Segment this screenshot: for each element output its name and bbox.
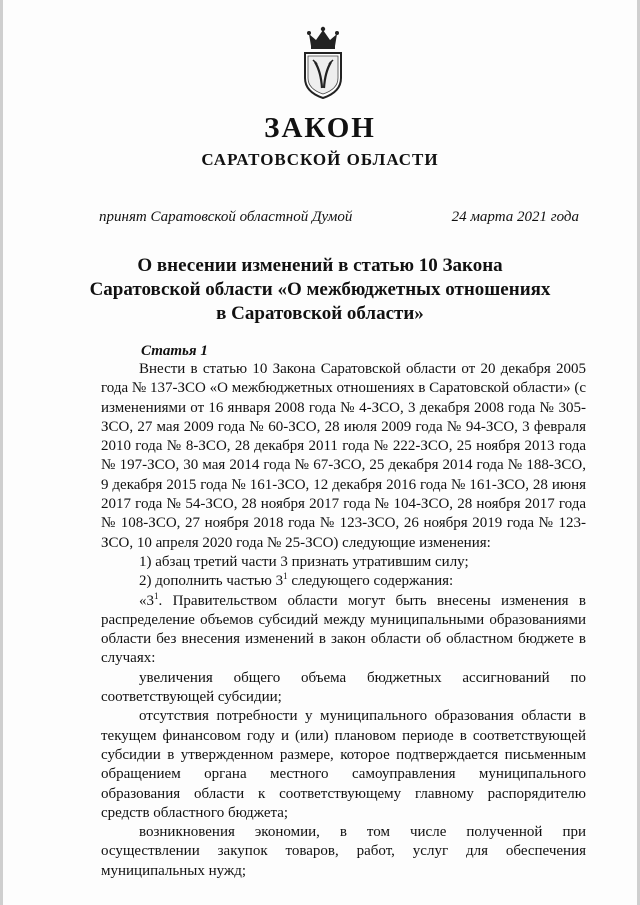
case-paragraph: возникновения экономии, в том числе полученной при осуществлении закупок товаров, работ, услуг для обеспечения муниципальных нужд; <box>101 824 586 879</box>
law-heading <box>63 254 577 326</box>
adopted-by: принят Саратовской областной Думой <box>99 209 353 225</box>
document-title: ЗАКОН <box>264 112 376 144</box>
document-subtitle: САРАТОВСКОЙ ОБЛАСТИ <box>201 150 439 169</box>
superscript: 1 <box>154 590 159 601</box>
article-title: Статья 1 <box>141 343 208 359</box>
quote-text: . Правительством области могут быть внесены изменения в распределение объемов субсидий между муниципальными образованиями области без внесения изменений в закон области об областном бюджете в случаях: <box>101 592 586 667</box>
law-heading-line: Саратовской области «О межбюджетных отношениях <box>89 279 551 300</box>
list-item: 1) абзац третий части 3 признать утратившим силу; <box>139 553 469 570</box>
adopted-date: 24 марта 2021 года <box>451 209 579 225</box>
list-item <box>101 572 586 591</box>
coat-of-arms-icon <box>301 26 345 100</box>
quoted-paragraph <box>101 592 586 669</box>
law-heading-line: в Саратовской области» <box>216 303 424 324</box>
article-body <box>101 360 586 881</box>
item-text: следующего содержания: <box>287 573 454 590</box>
superscript: 1 <box>283 571 288 582</box>
quote-text: «3 <box>139 592 154 609</box>
article-intro: Внести в статью 10 Закона Саратовской области от 20 декабря 2005 года № 137-ЗСО «О межбюджетных отношениях в Саратовской области» (с изменениями от 16 января 2008 года № 4-ЗСО, 3 декабря 2008 года № 305-ЗСО, 27 мая 2009 года № 60-ЗСО, 28 июля 2009 года № 94-ЗСО, 3 февраля 2010 года № 8-ЗСО, 28 декабря 2011 года № 222-ЗСО, 25 ноября 2013 года № 197-ЗСО, 30 мая 2014 года № 67-ЗСО, 25 декабря 2014 года № 188-ЗСО, 9 декабря 2015 года № 161-ЗСО, 12 декабря 2016 года № 161-ЗСО, 28 июня 2017 года № 54-ЗСО, 28 ноября 2017 года № 104-ЗСО, 28 ноября 2017 года № 108-ЗСО, 27 ноября 2018 года № 123-ЗСО, 26 ноября 2019 года № 123-ЗСО, 10 апреля 2020 года № 25-ЗСО) следующие изменения: <box>101 361 586 551</box>
case-paragraph: увеличения общего объема бюджетных ассигнований по соответствующей субсидии; <box>101 669 586 706</box>
item-text: 2) дополнить частью 3 <box>139 573 284 590</box>
case-paragraph: отсутствия потребности у муниципального образования области в текущем финансовом году и (или) плановом периоде в соответствующей субсидии в утвержденном размере, которое подтверждается письменным обращением органа местного самоуправления муниципального образования области к соответствующему главному распорядителю средств областного бюджета; <box>101 708 586 821</box>
law-heading-line: О внесении изменений в статью 10 Закона <box>137 255 503 276</box>
